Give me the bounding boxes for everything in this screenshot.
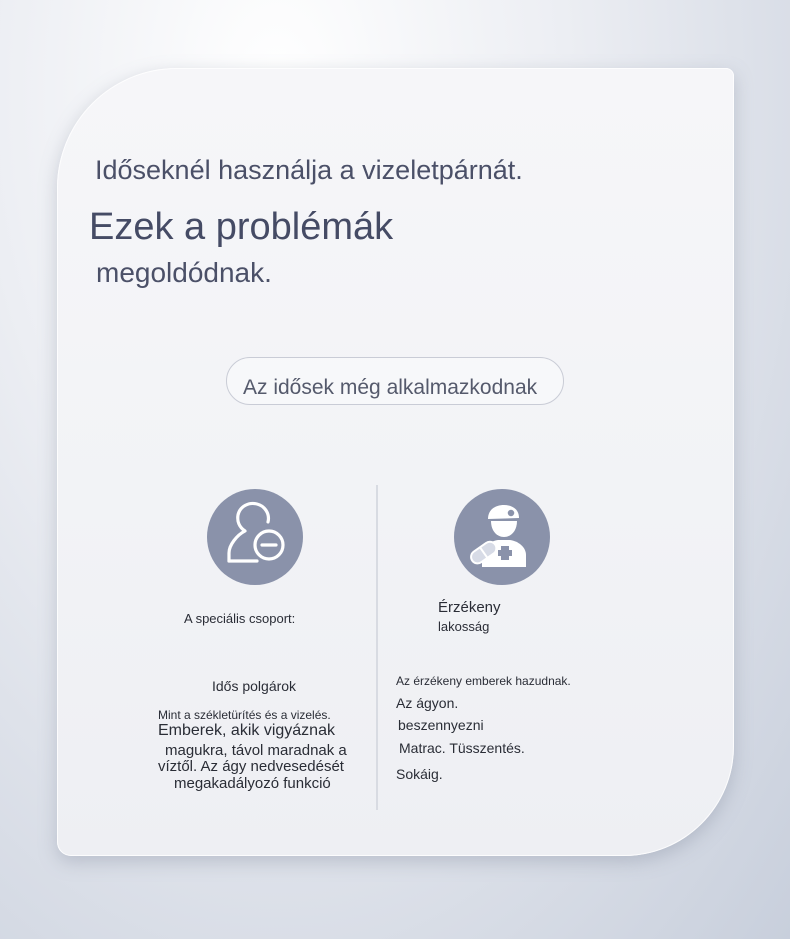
left-desc-line-5: megakadályozó funkció (174, 775, 331, 792)
right-desc-line-2: Az ágyon. (396, 695, 459, 711)
right-desc-line-1: Az érzékeny emberek hazudnak. (396, 674, 571, 688)
right-group-subtitle: lakosság (438, 619, 490, 634)
right-desc-line-3: beszennyezni (398, 717, 484, 733)
elderly-person-minus-icon (207, 489, 303, 585)
right-group-title: Érzékeny (438, 599, 501, 616)
left-group-label: A speciális csoport: (184, 611, 296, 626)
heading-line-3: megoldódnak. (96, 257, 272, 288)
left-group-title: Idős polgárok (212, 678, 297, 694)
heading-line-1: Időseknél használja a vizeletpárnát. (95, 155, 523, 185)
right-desc-line-4: Matrac. Tüsszentés. (399, 740, 525, 756)
left-desc-line-3: magukra, távol maradnak a (165, 742, 347, 759)
column-divider (376, 485, 378, 810)
doctor-with-pills-icon (454, 489, 550, 585)
badge-label: Az idősek még alkalmazkodnak (243, 376, 538, 399)
left-desc-line-4: víztől. Az ágy nedvesedését (158, 758, 344, 775)
left-desc-line-2: Emberek, akik vigyáznak (158, 722, 335, 739)
right-desc-line-5: Sokáig. (396, 766, 443, 782)
heading-line-2: Ezek a problémák (89, 206, 394, 248)
left-desc-line-1: Mint a székletürítés és a vizelés. (158, 708, 331, 722)
